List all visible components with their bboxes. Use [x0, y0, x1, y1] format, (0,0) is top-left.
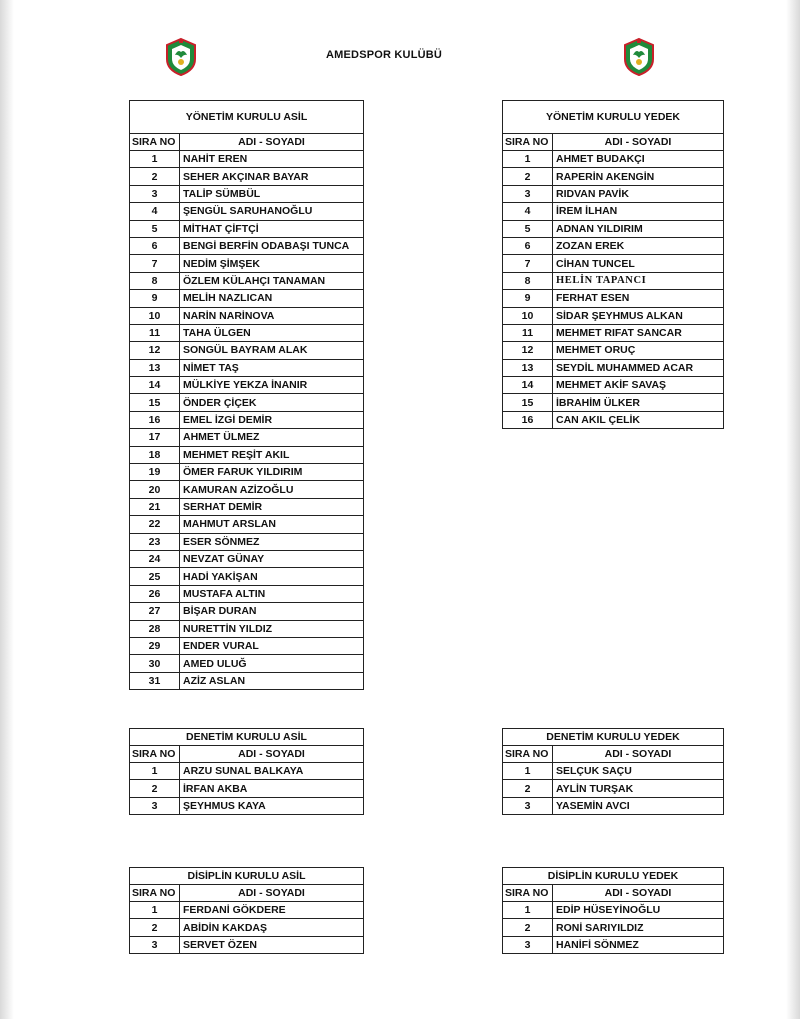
table-row	[130, 220, 364, 237]
member-name: YASEMİN AVCI	[553, 797, 724, 814]
table-row	[130, 936, 364, 953]
member-name: NARİN NARİNOVA	[180, 307, 364, 324]
member-name: MUSTAFA ALTIN	[180, 585, 364, 602]
member-name: ÖMER FARUK YILDIRIM	[180, 464, 364, 481]
row-number: 1	[503, 763, 553, 780]
member-name: RONİ SARIYILDIZ	[553, 919, 724, 936]
table-row	[130, 919, 364, 936]
table-title: YÖNETİM KURULU ASİL	[130, 101, 364, 134]
member-name: İRFAN AKBA	[180, 780, 364, 797]
table-title: DENETİM KURULU ASİL	[130, 729, 364, 746]
member-name: BENGİ BERFİN ODABAŞI TUNCA	[180, 237, 364, 254]
column-header-name: ADI - SOYADI	[180, 134, 364, 151]
member-name: SERVET ÖZEN	[180, 936, 364, 953]
member-name: NİMET TAŞ	[180, 359, 364, 376]
member-name: FERHAT ESEN	[553, 290, 724, 307]
member-name: RAPERİN AKENGİN	[553, 168, 724, 185]
row-number: 15	[130, 394, 180, 411]
column-header-name: ADI - SOYADI	[180, 885, 364, 902]
member-name: NAHİT EREN	[180, 151, 364, 168]
member-name: ABİDİN KAKDAŞ	[180, 919, 364, 936]
column-header-no: SIRA NO	[503, 134, 553, 151]
member-name: CİHAN TUNCEL	[553, 255, 724, 272]
table-row	[130, 533, 364, 550]
table-row	[130, 359, 364, 376]
row-number: 9	[503, 290, 553, 307]
row-number: 8	[503, 272, 553, 289]
column-header-name: ADI - SOYADI	[553, 885, 724, 902]
row-number: 12	[503, 342, 553, 359]
table-row	[130, 763, 364, 780]
row-number: 3	[130, 185, 180, 202]
row-number: 24	[130, 550, 180, 567]
member-name: NEDİM ŞİMŞEK	[180, 255, 364, 272]
row-number: 3	[503, 936, 553, 953]
table-row	[130, 637, 364, 654]
row-number: 16	[130, 411, 180, 428]
table-row	[503, 902, 724, 919]
table-row	[130, 603, 364, 620]
row-number: 11	[503, 324, 553, 341]
row-number: 8	[130, 272, 180, 289]
page-edge-shadow-left	[0, 0, 14, 1019]
row-number: 1	[130, 151, 180, 168]
table-title: YÖNETİM KURULU YEDEK	[503, 101, 724, 134]
table-row	[130, 255, 364, 272]
table-row	[503, 185, 724, 202]
table-row	[130, 585, 364, 602]
row-number: 10	[503, 307, 553, 324]
table-row	[130, 672, 364, 689]
table-row	[503, 168, 724, 185]
table-row	[130, 902, 364, 919]
row-number: 2	[503, 919, 553, 936]
amedspor-logo-icon	[622, 37, 656, 77]
row-number: 23	[130, 533, 180, 550]
row-number: 31	[130, 672, 180, 689]
member-name: ÖZLEM KÜLAHÇI TANAMAN	[180, 272, 364, 289]
row-number: 10	[130, 307, 180, 324]
table-row	[503, 411, 724, 428]
member-name: RIDVAN PAVİK	[553, 185, 724, 202]
table-row	[130, 203, 364, 220]
table-row	[130, 620, 364, 637]
column-header-no: SIRA NO	[503, 885, 553, 902]
table-row	[130, 168, 364, 185]
row-number: 25	[130, 568, 180, 585]
row-number: 11	[130, 324, 180, 341]
table-row	[130, 446, 364, 463]
member-name: MEHMET REŞİT AKIL	[180, 446, 364, 463]
member-name: HADİ YAKİŞAN	[180, 568, 364, 585]
member-name: AHMET ÜLMEZ	[180, 429, 364, 446]
table-row	[130, 429, 364, 446]
member-name: ŞENGÜL SARUHANOĞLU	[180, 203, 364, 220]
row-number: 2	[503, 780, 553, 797]
row-number: 7	[130, 255, 180, 272]
member-name: NEVZAT GÜNAY	[180, 550, 364, 567]
row-number: 6	[130, 237, 180, 254]
table-row	[503, 220, 724, 237]
row-number: 13	[130, 359, 180, 376]
column-header-no: SIRA NO	[130, 134, 180, 151]
member-name: BİŞAR DURAN	[180, 603, 364, 620]
row-number: 29	[130, 637, 180, 654]
member-name: İBRAHİM ÜLKER	[553, 394, 724, 411]
member-name: KAMURAN AZİZOĞLU	[180, 481, 364, 498]
table-title: DİSİPLİN KURULU YEDEK	[503, 868, 724, 885]
table-row	[130, 797, 364, 814]
row-number: 5	[130, 220, 180, 237]
row-number: 17	[130, 429, 180, 446]
member-name: AMED ULUĞ	[180, 655, 364, 672]
table-row	[130, 185, 364, 202]
table-title: DİSİPLİN KURULU ASİL	[130, 868, 364, 885]
member-name: MELİH NAZLICAN	[180, 290, 364, 307]
yonetim-asil-table	[129, 100, 364, 690]
row-number: 3	[503, 185, 553, 202]
table-row	[503, 255, 724, 272]
row-number: 13	[503, 359, 553, 376]
member-name: MEHMET ORUÇ	[553, 342, 724, 359]
denetim-asil-table	[129, 728, 364, 815]
member-name: AZİZ ASLAN	[180, 672, 364, 689]
row-number: 1	[130, 763, 180, 780]
row-number: 15	[503, 394, 553, 411]
member-name: SEYDİL MUHAMMED ACAR	[553, 359, 724, 376]
member-name: SEHER AKÇINAR BAYAR	[180, 168, 364, 185]
row-number: 12	[130, 342, 180, 359]
member-name: MÜLKİYE YEKZA İNANIR	[180, 377, 364, 394]
member-name: AHMET BUDAKÇI	[553, 151, 724, 168]
table-row	[130, 411, 364, 428]
amedspor-logo-icon	[164, 37, 198, 77]
member-name: CAN AKIL ÇELİK	[553, 411, 724, 428]
table-row	[503, 377, 724, 394]
row-number: 18	[130, 446, 180, 463]
member-name: ÖNDER ÇİÇEK	[180, 394, 364, 411]
row-number: 6	[503, 237, 553, 254]
row-number: 20	[130, 481, 180, 498]
denetim-yedek-table	[502, 728, 724, 815]
member-name: İREM İLHAN	[553, 203, 724, 220]
table-row	[130, 237, 364, 254]
member-name: ARZU SUNAL BALKAYA	[180, 763, 364, 780]
member-name: ESER SÖNMEZ	[180, 533, 364, 550]
page-title: AMEDSPOR KULÜBÜ	[326, 49, 443, 61]
row-number: 21	[130, 498, 180, 515]
member-name: MEHMET RIFAT SANCAR	[553, 324, 724, 341]
table-row	[503, 237, 724, 254]
column-header-no: SIRA NO	[130, 746, 180, 763]
table-row	[503, 342, 724, 359]
table-row	[130, 324, 364, 341]
row-number: 4	[130, 203, 180, 220]
table-row	[130, 290, 364, 307]
table-title: DENETİM KURULU YEDEK	[503, 729, 724, 746]
column-header-name: ADI - SOYADI	[553, 746, 724, 763]
row-number: 14	[503, 377, 553, 394]
member-name: ŞEYHMUS KAYA	[180, 797, 364, 814]
member-name: HELİN TAPANCI	[553, 272, 724, 289]
row-number: 30	[130, 655, 180, 672]
disiplin-yedek-table	[502, 867, 724, 954]
row-number: 14	[130, 377, 180, 394]
table-row	[130, 394, 364, 411]
member-name: ENDER VURAL	[180, 637, 364, 654]
table-row	[130, 516, 364, 533]
page-edge-shadow-right	[786, 0, 800, 1019]
row-number: 3	[130, 936, 180, 953]
table-row	[503, 936, 724, 953]
table-row	[503, 203, 724, 220]
row-number: 26	[130, 585, 180, 602]
member-name: AYLİN TURŞAK	[553, 780, 724, 797]
table-row	[130, 464, 364, 481]
member-name: SONGÜL BAYRAM ALAK	[180, 342, 364, 359]
row-number: 3	[503, 797, 553, 814]
row-number: 2	[130, 919, 180, 936]
table-row	[130, 655, 364, 672]
member-name: MAHMUT ARSLAN	[180, 516, 364, 533]
row-number: 7	[503, 255, 553, 272]
row-number: 4	[503, 203, 553, 220]
row-number: 19	[130, 464, 180, 481]
member-name: NURETTİN YILDIZ	[180, 620, 364, 637]
table-row	[130, 151, 364, 168]
row-number: 2	[503, 168, 553, 185]
member-name: ZOZAN EREK	[553, 237, 724, 254]
table-row	[503, 797, 724, 814]
row-number: 1	[503, 151, 553, 168]
member-name: SELÇUK SAÇU	[553, 763, 724, 780]
row-number: 1	[503, 902, 553, 919]
table-row	[130, 272, 364, 289]
table-row	[130, 377, 364, 394]
row-number: 16	[503, 411, 553, 428]
row-number: 5	[503, 220, 553, 237]
row-number: 22	[130, 516, 180, 533]
table-row	[503, 359, 724, 376]
column-header-name: ADI - SOYADI	[180, 746, 364, 763]
yonetim-yedek-table	[502, 100, 724, 429]
row-number: 2	[130, 780, 180, 797]
table-row	[130, 568, 364, 585]
row-number: 9	[130, 290, 180, 307]
member-name: EDİP HÜSEYİNOĞLU	[553, 902, 724, 919]
row-number: 2	[130, 168, 180, 185]
table-row	[503, 919, 724, 936]
table-row	[503, 307, 724, 324]
column-header-no: SIRA NO	[503, 746, 553, 763]
table-row	[503, 290, 724, 307]
table-row	[503, 394, 724, 411]
member-name: HANİFİ SÖNMEZ	[553, 936, 724, 953]
column-header-no: SIRA NO	[130, 885, 180, 902]
column-header-name: ADI - SOYADI	[553, 134, 724, 151]
member-name: SİDAR ŞEYHMUS ALKAN	[553, 307, 724, 324]
disiplin-asil-table	[129, 867, 364, 954]
table-row	[130, 780, 364, 797]
table-row	[130, 498, 364, 515]
table-row	[130, 481, 364, 498]
row-number: 1	[130, 902, 180, 919]
row-number: 27	[130, 603, 180, 620]
table-row	[130, 307, 364, 324]
member-name: TALİP SÜMBÜL	[180, 185, 364, 202]
table-row	[503, 763, 724, 780]
member-name: SERHAT DEMİR	[180, 498, 364, 515]
row-number: 3	[130, 797, 180, 814]
table-row	[503, 780, 724, 797]
row-number: 28	[130, 620, 180, 637]
table-row	[130, 342, 364, 359]
table-row	[503, 151, 724, 168]
member-name: MEHMET AKİF SAVAŞ	[553, 377, 724, 394]
member-name: EMEL İZGİ DEMİR	[180, 411, 364, 428]
member-name: FERDANİ GÖKDERE	[180, 902, 364, 919]
member-name: ADNAN YILDIRIM	[553, 220, 724, 237]
table-row	[503, 324, 724, 341]
member-name: TAHA ÜLGEN	[180, 324, 364, 341]
member-name: MİTHAT ÇİFTÇİ	[180, 220, 364, 237]
table-row	[503, 272, 724, 289]
table-row	[130, 550, 364, 567]
